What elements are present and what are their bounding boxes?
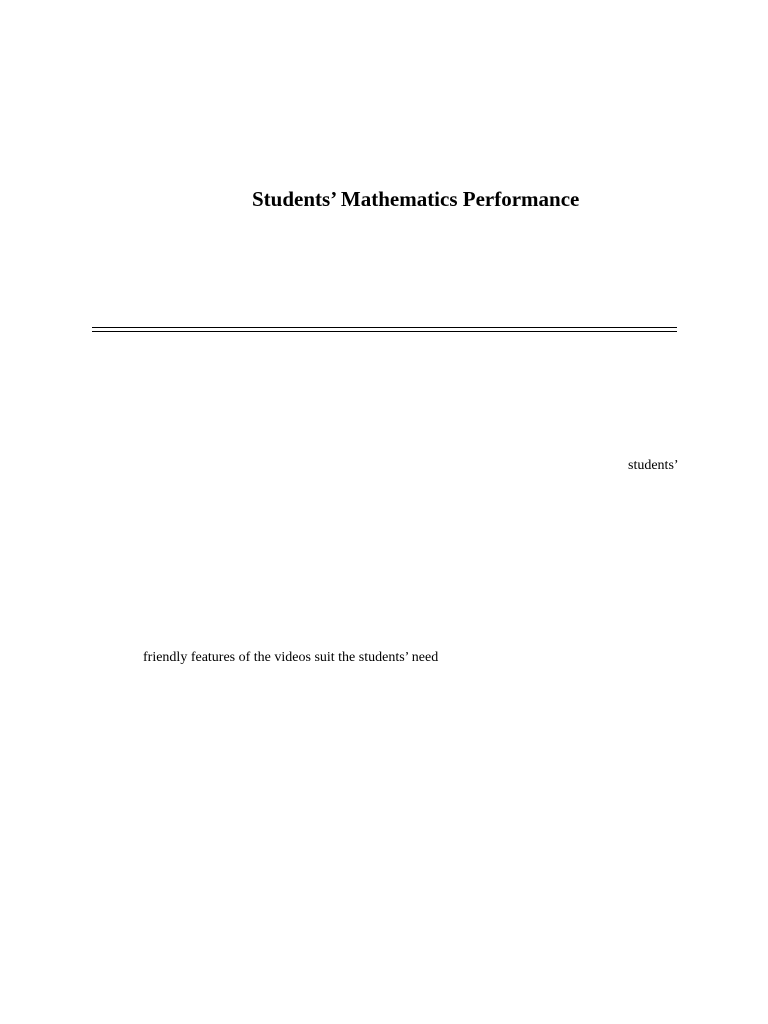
document-title: Students’ Mathematics Performance <box>252 187 580 211</box>
text-fragment-students: students’ <box>628 458 679 473</box>
title-container <box>252 186 614 212</box>
divider-line-bottom <box>92 331 677 332</box>
text-fragment-friendly-features: friendly features of the videos suit the students’ need <box>143 650 439 665</box>
divider-line-top <box>92 327 677 328</box>
